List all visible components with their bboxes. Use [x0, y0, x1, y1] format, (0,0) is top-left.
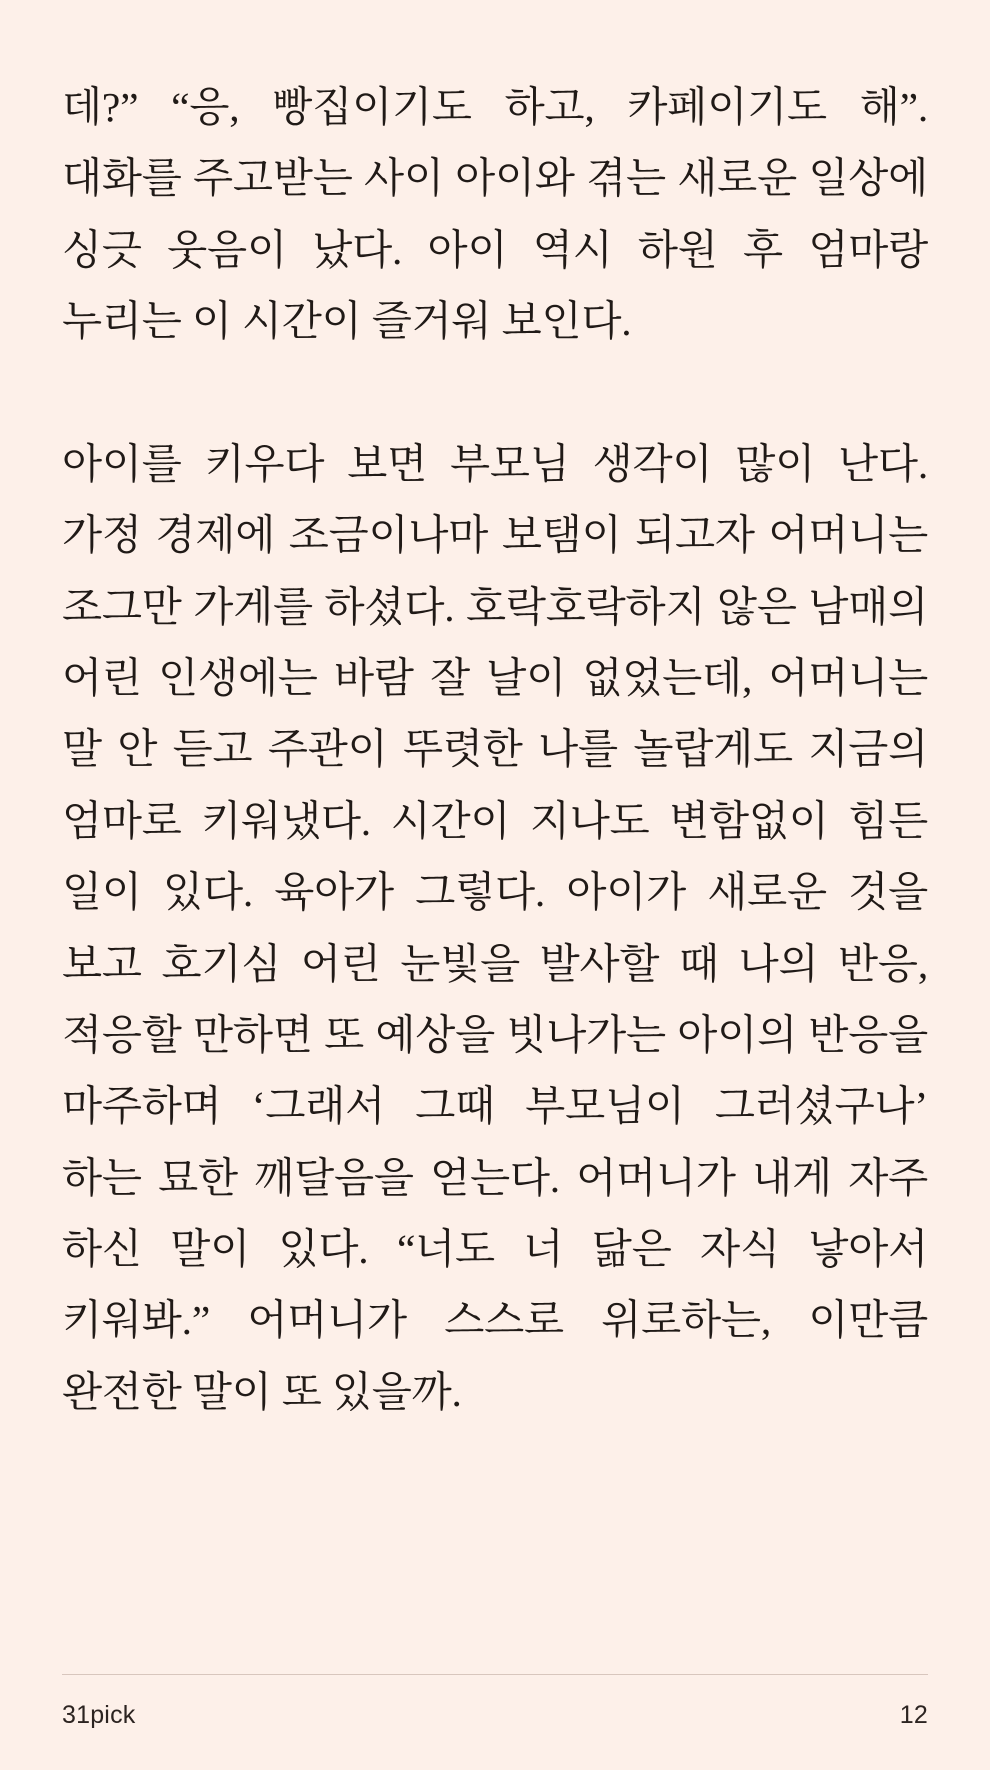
page-spacer	[62, 1428, 928, 1674]
footer-page-number: 12	[899, 1701, 928, 1729]
article-body	[62, 72, 928, 1428]
paragraph-1: 데?” “응, 빵집이기도 하고, 카페이기도 해”. 대화를 주고받는 사이 아이와 겪는 새로운 일상에 싱긋 웃음이 났다. 아이 역시 하원 후 엄마랑 누리는 이 시간이 즐거워 보인다.	[62, 84, 928, 345]
page-footer	[62, 1674, 928, 1770]
paragraph-2: 아이를 키우다 보면 부모님 생각이 많이 난다. 가정 경제에 조금이나마 보탬이 되고자 어머니는 조그만 가게를 하셨다. 호락호락하지 않은 남매의 어린 인생에는 바람 잘 날이 없었는데, 어머니는 말 안 듣고 주관이 뚜렷한 나를 놀랍게도 지금의 엄마로 키워냈다. 시간이 지나도 변함없이 힘든 일이 있다. 육아가 그렇다. 아이가 새로운 것을 보고 호기심 어린 눈빛을 발사할 때 나의 반응, 적응할 만하면 또 예상을 빗나가는 아이의 반응을 마주하며 ‘그래서 그때 부모님이 그러셨구나’ 하는 묘한 깨달음을 얻는다. 어머니가 내게 자주 하신 말이 있다. “너도 너 닮은 자식 낳아서 키워봐.” 어머니가 스스로 위로하는, 이만큼 완전한 말이 또 있을까.	[62, 440, 928, 1415]
footer-row	[62, 1701, 928, 1730]
footer-divider	[62, 1674, 928, 1675]
footer-publication: 31pick	[62, 1701, 136, 1729]
